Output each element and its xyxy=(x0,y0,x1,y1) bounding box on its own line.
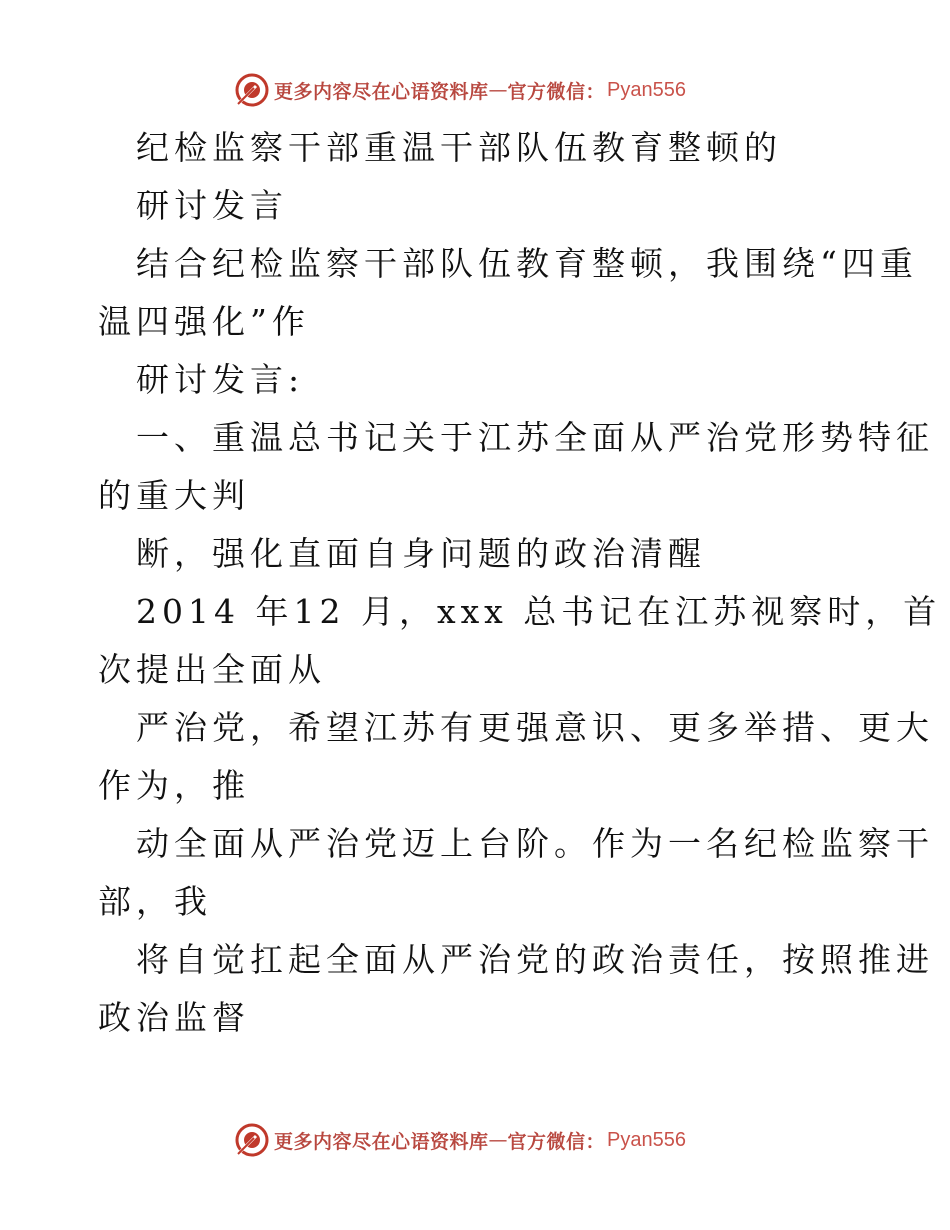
paragraph-line: 严治党，希望江苏有更强意识、更多举措、更大 xyxy=(136,708,934,747)
watermark-footer xyxy=(234,1120,686,1160)
paragraph-line: 动全面从严治党迈上台阶。作为一名纪检监察干 xyxy=(136,824,934,863)
section-heading-line: 一、重温总书记关于江苏全面从严治党形势特征 xyxy=(136,418,934,457)
paragraph-line: 温四强化”作 xyxy=(98,302,310,341)
paragraph-line: 次提出全面从 xyxy=(98,650,326,689)
paragraph-line: 2014 年12 月，xxx 总书记在江苏视察时，首 xyxy=(136,592,942,631)
title-line-2: 研讨发言 xyxy=(136,186,288,225)
watermark-text: 更多内容尽在心语资料库 xyxy=(274,80,489,103)
watermark-wechat-id: Pyan556 xyxy=(607,78,686,101)
watermark-separator: — xyxy=(488,1129,508,1151)
red-circle-pen-logo-icon xyxy=(234,1122,270,1158)
paragraph-line: 部，我 xyxy=(98,882,212,921)
watermark-header xyxy=(234,70,686,110)
watermark-wechat-id: Pyan556 xyxy=(607,1128,686,1151)
watermark-text: 更多内容尽在心语资料库 xyxy=(274,1130,489,1153)
paragraph-line: 作为，推 xyxy=(98,766,250,805)
paragraph-line: 政治监督 xyxy=(98,998,250,1037)
section-heading-line: 的重大判 xyxy=(98,476,250,515)
watermark-separator: — xyxy=(488,79,508,101)
section-heading-line: 断，强化直面自身问题的政治清醒 xyxy=(136,534,706,573)
watermark-wechat-label: 官方微信： xyxy=(507,1130,606,1153)
watermark-wechat-label: 官方微信： xyxy=(507,80,606,103)
paragraph-line: 结合纪检监察干部队伍教育整顿，我围绕“四重 xyxy=(136,244,918,283)
paragraph-line: 研讨发言: xyxy=(136,360,305,399)
title-line-1: 纪检监察干部重温干部队伍教育整顿的 xyxy=(136,128,782,167)
red-circle-pen-logo-icon xyxy=(234,72,270,108)
paragraph-line: 将自觉扛起全面从严治党的政治责任，按照推进 xyxy=(136,940,934,979)
